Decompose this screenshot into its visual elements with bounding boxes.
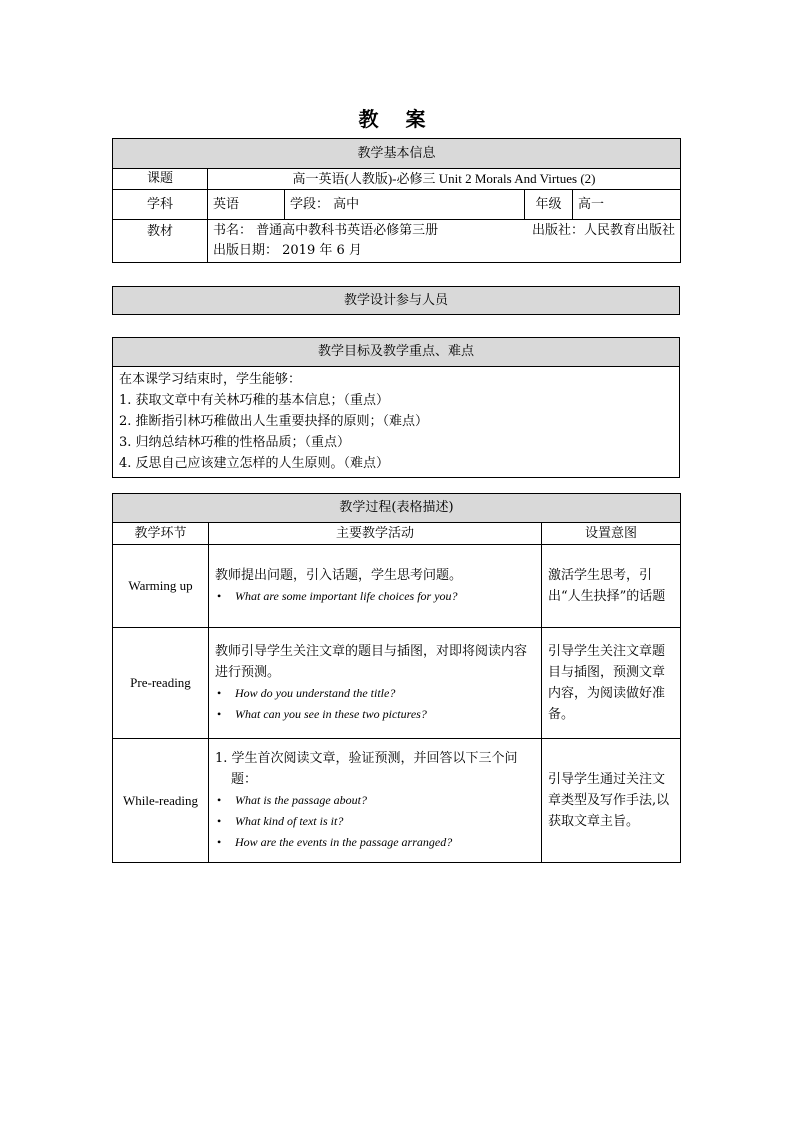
col-stage-header: 教学环节	[113, 523, 209, 545]
textbook-value	[208, 220, 681, 263]
participants-table	[112, 286, 680, 315]
objectives-table	[112, 337, 680, 478]
stage-cell: Warming up	[113, 545, 209, 628]
activity-question: • What are some important life choices for you?	[215, 586, 535, 607]
objectives-header: 教学目标及教学重点、难点	[113, 338, 680, 367]
col-activity-header: 主要教学活动	[209, 523, 542, 545]
objectives-intro: 在本课学习结束时，学生能够：	[119, 372, 302, 387]
participants-header: 教学设计参与人员	[113, 287, 680, 315]
stage-cell: Pre-reading	[113, 628, 209, 739]
objective-item: 3. 归纳总结林巧稚的性格品质；（重点）	[119, 435, 351, 450]
activity-cell	[209, 628, 542, 739]
table-row	[113, 628, 681, 739]
objective-item: 1. 获取文章中有关林巧稚的基本信息；（重点）	[119, 393, 390, 408]
stage-label: 学段：	[290, 196, 330, 212]
stage-value: 高中	[333, 196, 360, 212]
activity-question: • What kind of text is it?	[215, 811, 535, 832]
purpose-cell: 引导学生通过关注文章类型及写作手法,以获取文章主旨。	[542, 739, 681, 863]
topic-label: 课题	[113, 169, 208, 190]
activity-question: • What can you see in these two pictures?	[215, 704, 535, 725]
subject-label: 学科	[113, 190, 208, 220]
basic-info-header: 教学基本信息	[113, 139, 681, 169]
publisher: 出版社：人民教育出版社	[532, 223, 676, 238]
table-row	[113, 739, 681, 863]
activity-cell	[209, 739, 542, 863]
subject-value: 英语	[208, 190, 285, 220]
stage-cell: While-reading	[113, 739, 209, 863]
process-header: 教学过程(表格描述)	[113, 494, 681, 523]
purpose-cell: 引导学生关注文章题目与插图，预测文章内容，为阅读做好准备。	[542, 628, 681, 739]
activity-text: 教师提出问题，引入话题，学生思考问题。	[215, 568, 463, 583]
objective-item: 4. 反思自己应该建立怎样的人生原则。（难点）	[119, 456, 390, 471]
purpose-cell: 激活学生思考，引出“人生抉择”的话题	[542, 545, 681, 628]
grade-value: 高一	[573, 190, 681, 220]
objectives-body	[113, 367, 680, 478]
stage-cell	[285, 190, 525, 220]
textbook-label: 教材	[113, 220, 208, 263]
col-purpose-header: 设置意图	[542, 523, 681, 545]
basic-info-table	[112, 138, 681, 263]
activity-text: 1. 学生首次阅读文章，验证预测，并回答以下三个问题：	[215, 751, 518, 787]
activity-cell	[209, 545, 542, 628]
activity-question: • How are the events in the passage arranged?	[215, 832, 535, 853]
activity-question: • What is the passage about?	[215, 790, 535, 811]
document-title: 教 案	[358, 107, 436, 131]
objective-item: 2. 推断指引林巧稚做出人生重要抉择的原则；（难点）	[119, 414, 429, 429]
topic-value: 高一英语(人教版)-必修三 Unit 2 Morals And Virtues (2)	[208, 169, 681, 190]
publish-date: 出版日期： 2019 年 6 月	[213, 243, 362, 258]
activity-text: 教师引导学生关注文章的题目与插图，对即将阅读内容进行预测。	[215, 644, 528, 680]
table-row	[113, 545, 681, 628]
grade-label: 年级	[525, 190, 573, 220]
book-name: 书名： 普通高中教科书英语必修第三册	[213, 223, 439, 238]
process-table	[112, 493, 681, 863]
activity-question: • How do you understand the title?	[215, 683, 535, 704]
